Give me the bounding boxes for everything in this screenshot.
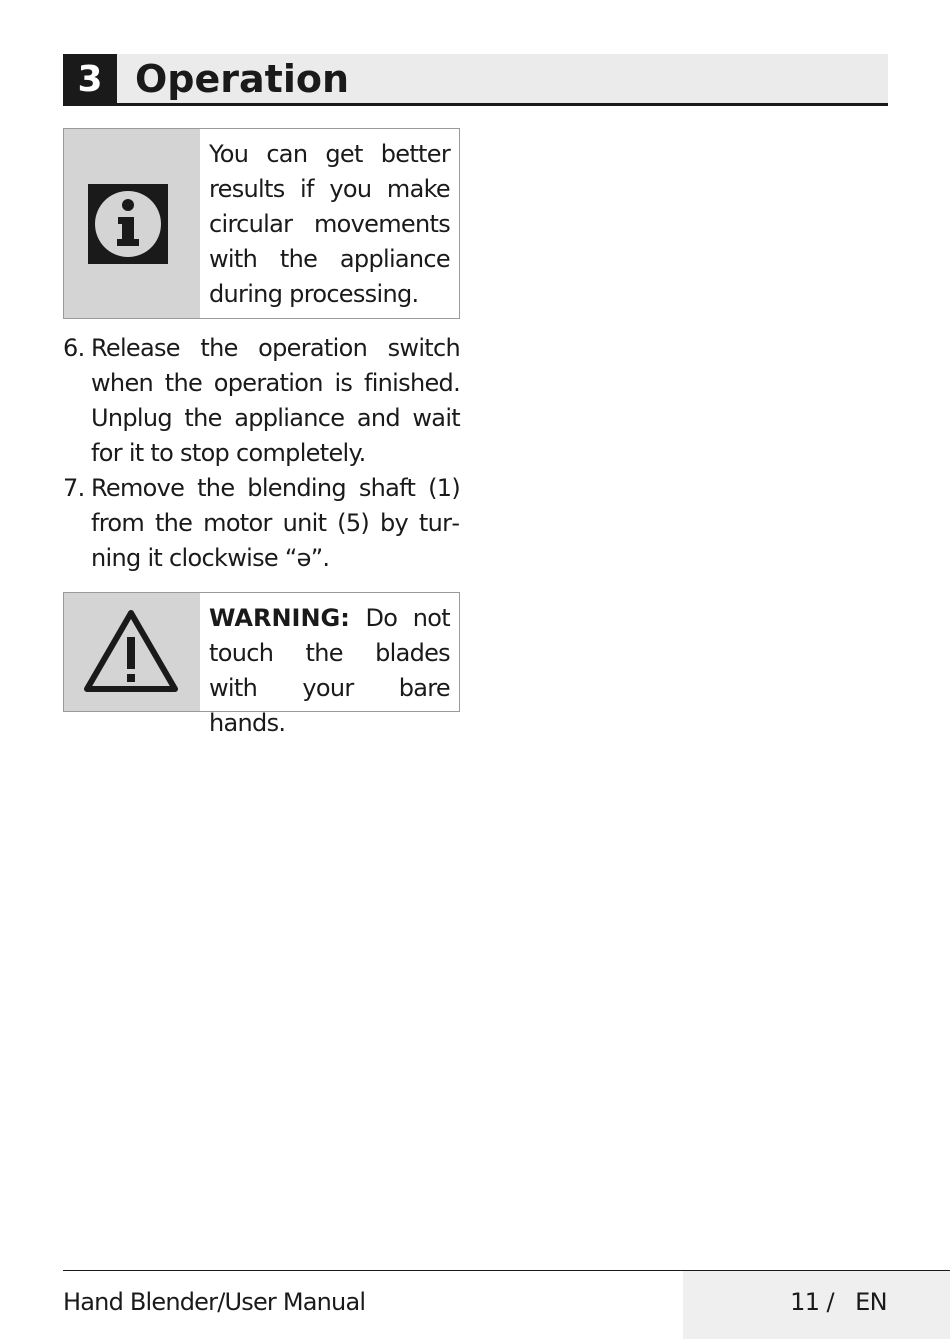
page-separator: / (826, 1288, 834, 1316)
info-notice (63, 128, 460, 319)
warning-text: Do not touch the blades with your bare hands. (209, 604, 450, 737)
info-icon-cell (64, 129, 200, 318)
info-icon (88, 184, 168, 264)
warning-triangle-icon (82, 607, 180, 695)
section-header (63, 54, 888, 106)
page-number: 11 (790, 1288, 820, 1316)
footer-page-number (790, 1288, 887, 1316)
step-number: 6. (63, 334, 85, 362)
section-title: Operation (135, 57, 350, 101)
instruction-list (63, 331, 460, 576)
footer-manual-title: Hand Blender/User Manual (63, 1288, 366, 1316)
warning-notice-text (209, 601, 450, 741)
page-language: EN (855, 1288, 887, 1316)
warning-notice (63, 592, 460, 737)
warning-icon-cell (64, 593, 200, 711)
section-number: 3 (63, 54, 117, 106)
list-item (63, 331, 460, 471)
step-text: Remove the blending shaft (1) from the motor unit (5) by turning it clockwise “ə”. (91, 474, 460, 572)
step-text: Release the operation switch when the operation is finished. Unplug the appliance and wait for it to stop completely. (91, 334, 460, 467)
list-item (63, 471, 460, 576)
info-notice-text: You can get better results if you make circular movements with the appliance during processing. (209, 140, 450, 308)
step-number: 7. (63, 474, 85, 502)
warning-label: WARNING: (209, 604, 350, 632)
